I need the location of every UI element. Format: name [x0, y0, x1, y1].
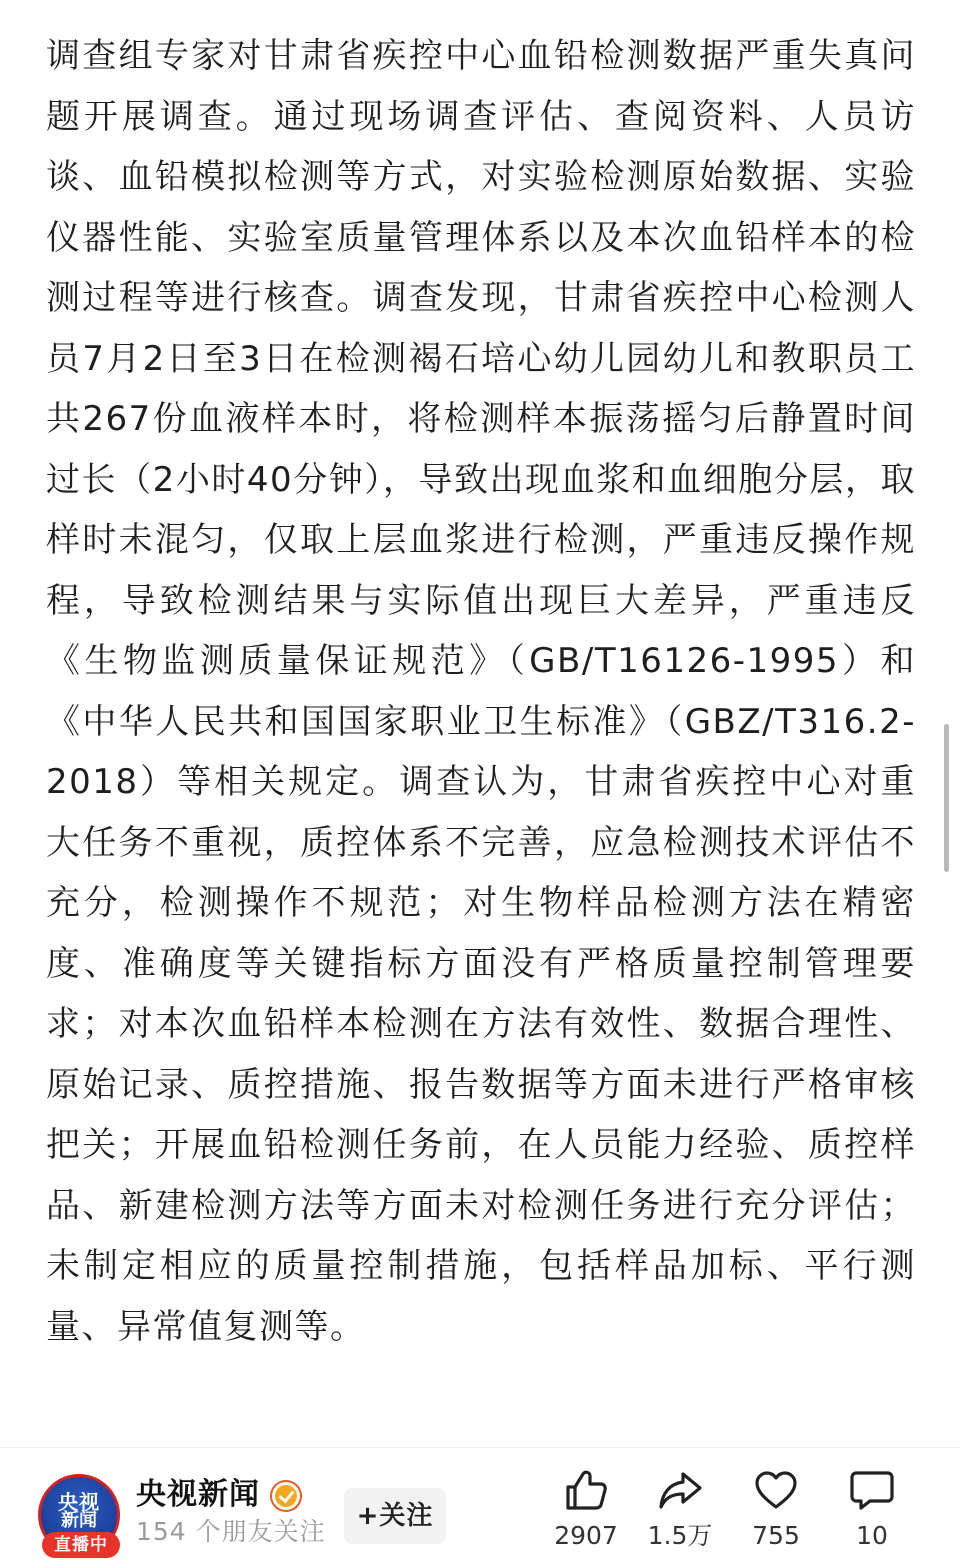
comment-button[interactable]: [824, 1466, 920, 1560]
follow-button[interactable]: +关注: [344, 1488, 446, 1544]
comment-count: 10: [856, 1521, 888, 1550]
favorite-count: 755: [752, 1521, 800, 1550]
avatar-logo-text-top: 央视: [58, 1490, 100, 1514]
favorite-button[interactable]: [728, 1466, 824, 1560]
thumbs-up-icon: [562, 1466, 610, 1514]
share-count: 1.5万: [647, 1521, 713, 1550]
heart-icon: [752, 1466, 800, 1514]
share-arrow-icon: [656, 1466, 704, 1514]
verified-badge-icon: [272, 1482, 300, 1510]
account-name[interactable]: 央视新闻: [136, 1477, 260, 1512]
followers-count: 154 个朋友关注: [136, 1517, 326, 1546]
comment-bubble-icon: [848, 1466, 896, 1514]
like-button[interactable]: [538, 1466, 634, 1560]
author-action-bar: [0, 1447, 960, 1560]
share-button[interactable]: [632, 1466, 728, 1560]
avatar-logo-text-bottom: 新闻: [61, 1510, 97, 1531]
live-badge[interactable]: 直播中: [42, 1532, 120, 1558]
like-count: 2907: [554, 1521, 618, 1550]
scrollbar-thumb[interactable]: [944, 724, 949, 872]
article-body: 调查组专家对甘肃省疾控中心血铅检测数据严重失真问题开展调查。通过现场调查评估、查阅资料、人员访谈、血铅模拟检测等方式，对实验检测原始数据、实验仪器性能、实验室质量管理体系以及本次血铅样本的检测过程等进行核查。调查发现，甘肃省疾控中心检测人员7月2日至3日在检测褐石培心幼儿园幼儿和教职员工共267份血液样本时，将检测样本振荡摇匀后静置时间过长（2小时40分钟），导致出现血浆和血细胞分层，取样时未混匀，仅取上层血浆进行检测，严重违反操作规程，导致检测结果与实际值出现巨大差异，严重违反《生物监测质量保证规范》（GB/T16126-1995）和《中华人民共和国国家职业卫生标准》（GBZ/T316.2-2018）等相关规定。调查认为，甘肃省疾控中心对重大任务不重视，质控体系不完善，应急检测技术评估不充分，检测操作不规范；对生物样品检测方法在精密度、准确度等关键指标方面没有严格质量控制管理要求；对本次血铅样本检测在方法有效性、数据合理性、原始记录、质控措施、报告数据等方面未进行严格审核把关；开展血铅检测任务前，在人员能力经验、质控样品、新建检测方法等方面未对检测任务进行充分评估；未制定相应的质量控制措施，包括样品加标、平行测量、异常值复测等。: [46, 36, 916, 1347]
